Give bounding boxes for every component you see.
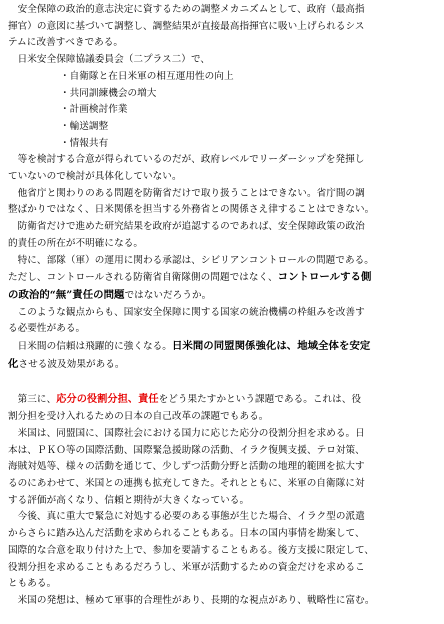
text-line: 特に、部隊（軍）の運用に関わる承認は、シビリアンコントロールの問題である。 (8, 254, 374, 266)
text-line (8, 287, 436, 305)
text-line: からさらに踏み込んだ活動を求められることもある。日本の国内事情を勘案して、 (8, 528, 365, 540)
text-run: ではないだろうか。 (124, 289, 212, 301)
text-line: ていないので検討が具体化していない。 (8, 171, 182, 183)
text-line: テムに改善すべきである。 (8, 37, 124, 49)
text-run: ただし、コントロールされる防衛省自衛隊側の問題ではなく、 (8, 272, 278, 284)
emphasis-bold: の政治的“無”責任の問題 (8, 288, 125, 301)
text-line: する評価が高くなり、信頼と期待が大きくなっている。 (8, 494, 250, 506)
text-line: このような観点からも、国家安全保障に関する国家の統治機構の枠組みを改善す (8, 306, 365, 318)
text-line: 整ばかりではなく、日米関係を担当する外務省との関係さえ律することはできない。 (8, 204, 375, 216)
text-line: 米国の発想は、極めて軍事的合理性があり、長期的な視点があり、戦略性に富む。 (8, 594, 375, 606)
text-run: 第三に、 (8, 394, 57, 406)
text-line: る必要性がある。 (8, 323, 86, 335)
paragraph-gap (8, 373, 436, 391)
text-line: 割分担を受け入れるための日本の自己改革の課題でもある。 (8, 411, 269, 423)
text-line: 的責任の所在が不明確になる。 (8, 237, 144, 249)
text-line: 海賊対処等、様々の活動を通じて、少しずつ活動分野と活動の地理的範囲を拡大す (8, 461, 365, 473)
text-line (8, 338, 436, 356)
text-line (8, 356, 436, 374)
text-line: 等を検討する合意が得られているのだが、政府レベルでリーダーシップを発揮し (8, 154, 365, 166)
text-line: 役割分担を求めることもあるだろうし、米軍が活動するための資金だけを求めるこ (8, 561, 365, 573)
text-line: 揮官）の意図に基づいて調整し、調整結果が直接最高指揮官に吸い上げられるシス (8, 20, 365, 32)
text-run: 日米間の信頼は飛躍的に強くなる。 (8, 341, 172, 353)
text-line: 国際的な合意を取り付けた上で、参加を要請することもある。後方支援に限定して、 (8, 544, 375, 556)
emphasis-bold: 日米間の同盟関係強化は、地域全体を安定 (171, 340, 371, 353)
list-item: ・計画検討作業 (60, 104, 128, 116)
text-line: 今後、真に重大で緊急に対処する必要のある事態が生じた場合、イラク型の派遣 (8, 511, 365, 523)
list-item: ・自衛隊と在日米軍の相互運用性の向上 (60, 70, 234, 82)
text-line: 他省庁と関わりのある問題を防衛省だけで取り扱うことはできない。省庁間の調 (8, 187, 365, 199)
text-line (8, 391, 436, 409)
text-line (8, 269, 436, 287)
text-line: 本は、ＰＫＯ等の国際活動、国際緊急援助隊の活動、イラク復興支援、テロ対策、 (8, 444, 365, 456)
emphasis-bold: 化 (8, 357, 19, 370)
text-line: るのにあわせて、米国との連携も拡充してきた。それとともに、米軍の自衛隊に対 (8, 477, 365, 489)
text-line: ともある。 (8, 578, 57, 590)
emphasis-red: 応分の役割分担、責任 (56, 393, 159, 406)
text-line: 安全保障の政治的意志決定に資するための調整メカニズムとして、政府（最高指 (8, 4, 365, 15)
text-line: 米国は、同盟国に、国際社会における国力に応じた応分の役割分担を求める。日 (8, 427, 365, 439)
list-item: ・輸送調整 (60, 120, 109, 132)
emphasis-bold: コントロールする側 (277, 271, 372, 284)
text-line: 防衛省だけで進めた研究結果を政府が追認するのであれば、安全保障政策の政治 (8, 221, 365, 233)
list-item: ・共同訓練機会の増大 (60, 87, 157, 99)
text-line: 日米安全保障協議委員会（二プラス二）で、 (8, 54, 211, 66)
text-run: させる波及効果がある。 (18, 358, 125, 370)
list-item: ・情報共有 (60, 137, 109, 149)
text-run: をどう果たすかという課題である。これは、役 (158, 394, 362, 406)
